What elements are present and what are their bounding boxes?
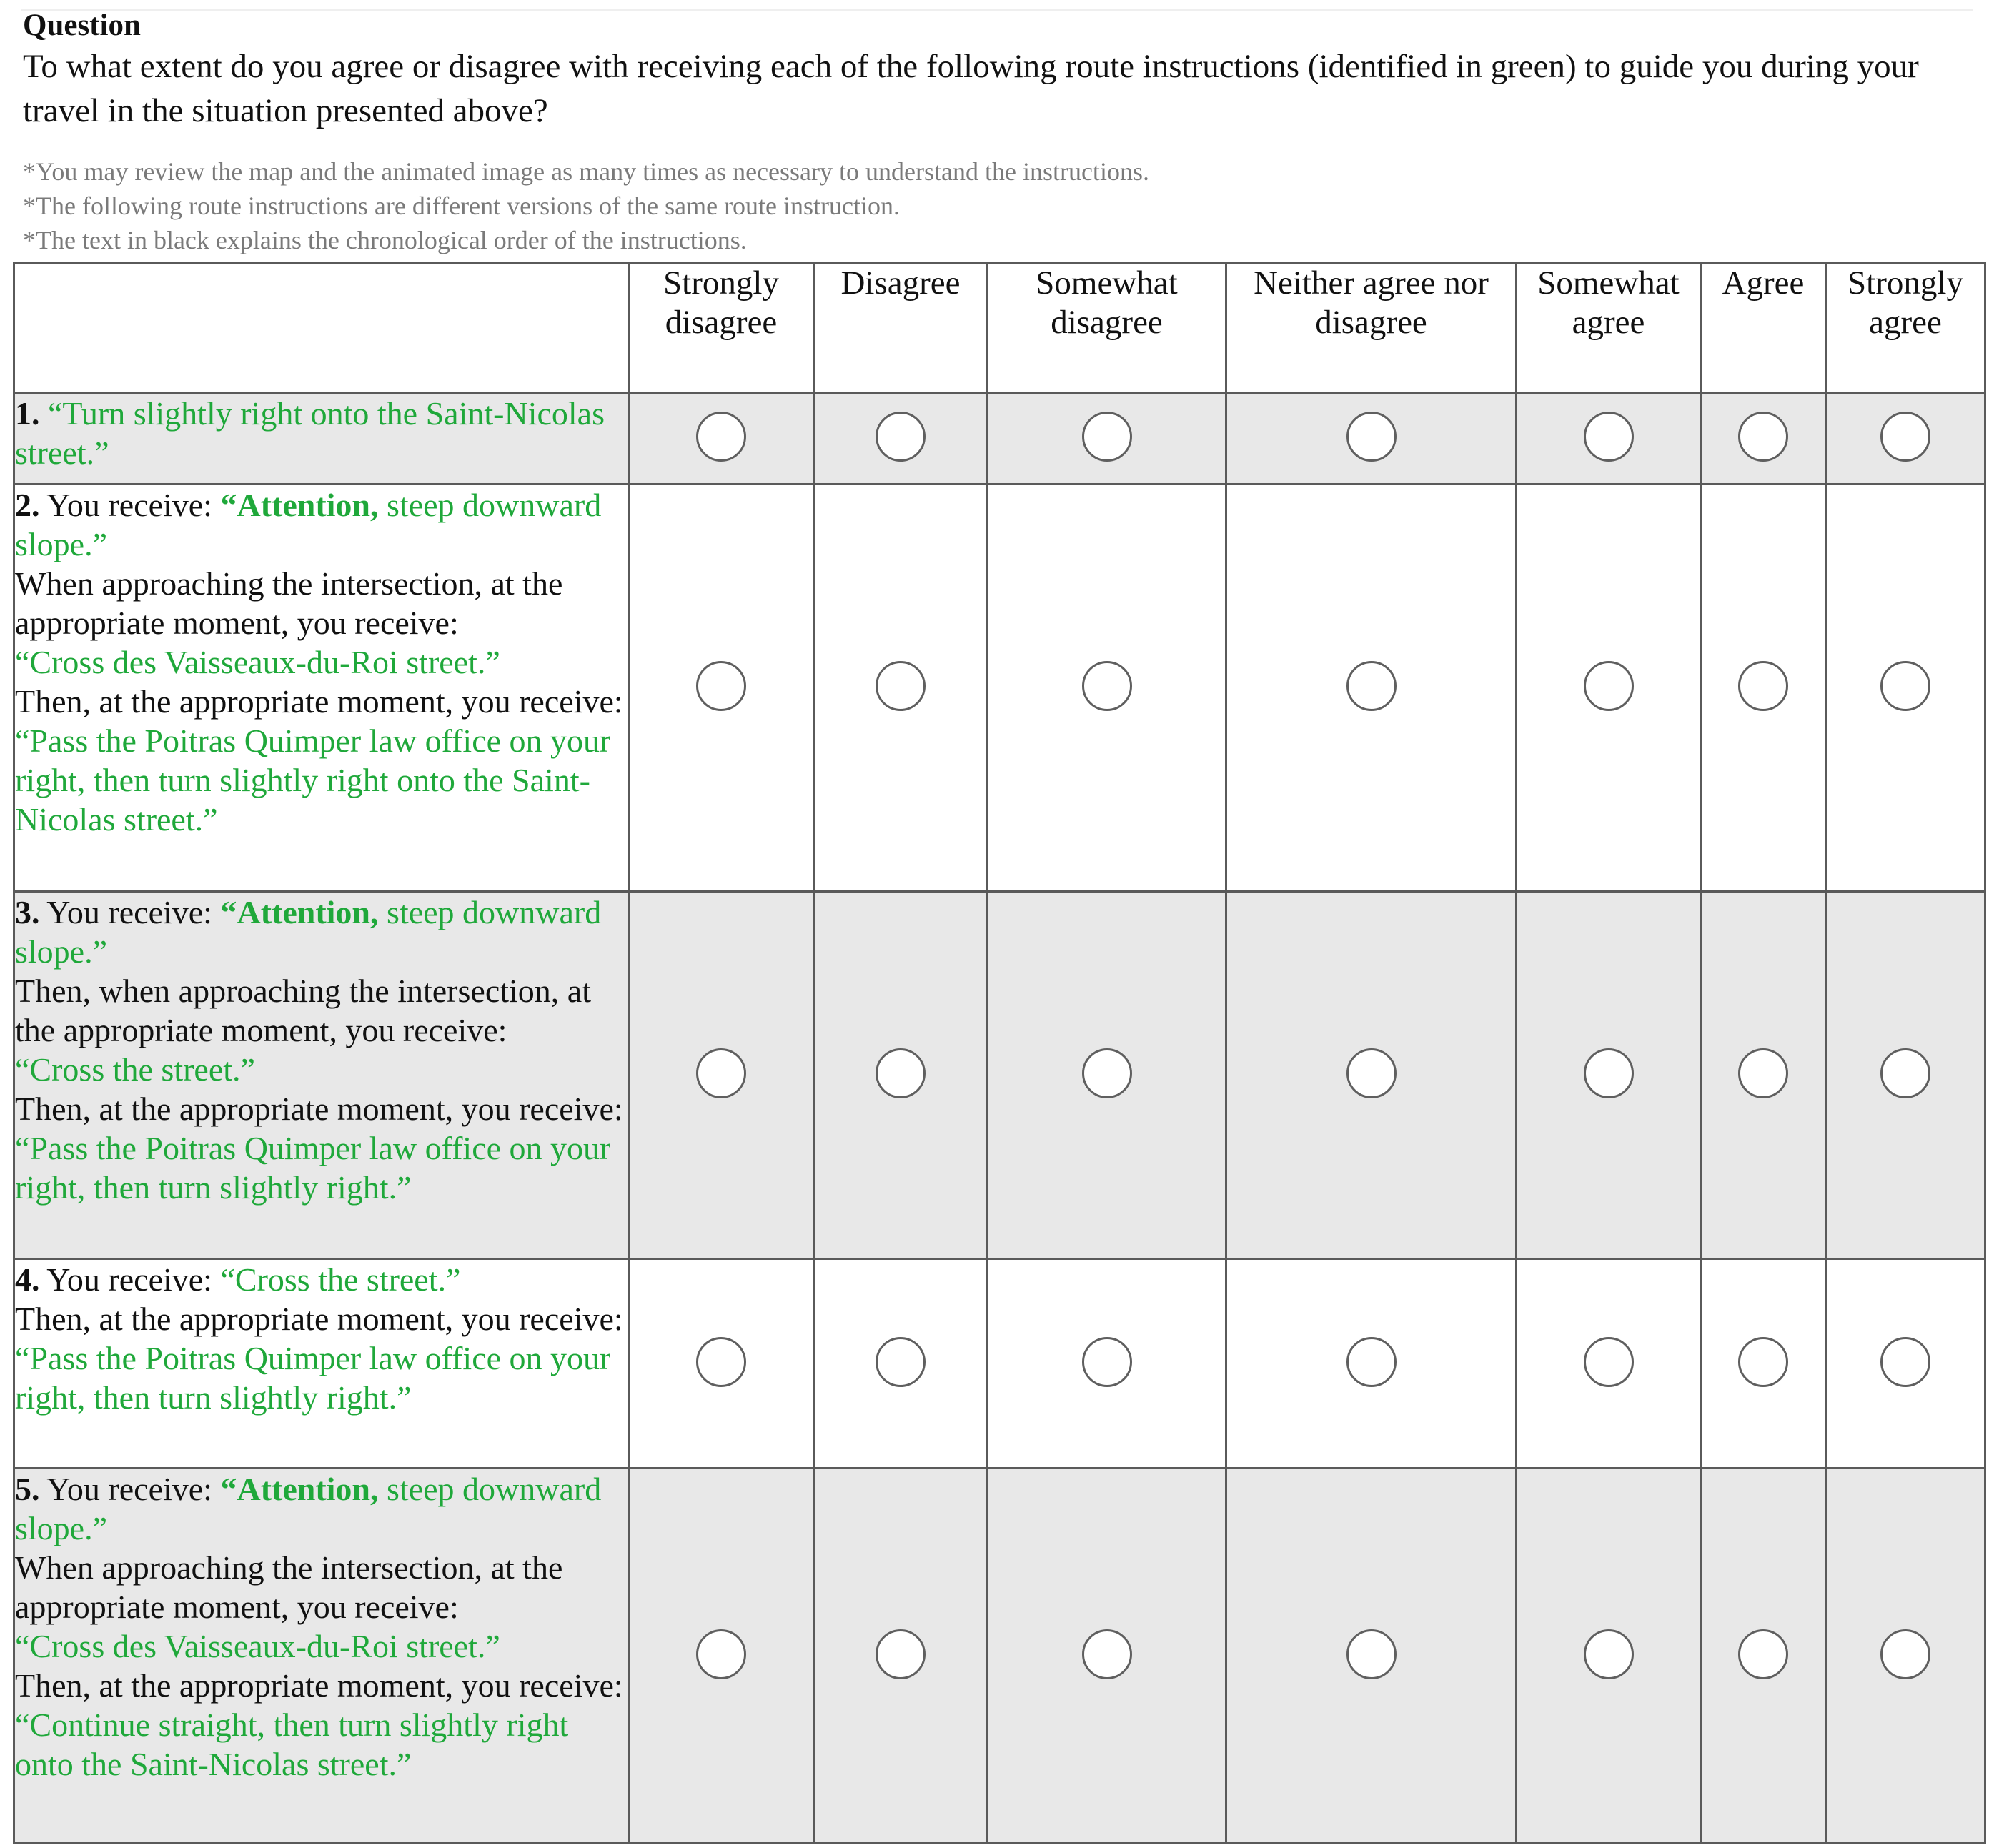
option-cell (1826, 393, 1985, 485)
column-header-line: disagree (1315, 304, 1427, 341)
radio-strongly-agree[interactable] (1880, 1048, 1930, 1098)
option-cell (988, 485, 1226, 892)
item-context-text: You receive: (46, 1261, 221, 1298)
item-instruction-text: steep downward slope.” (15, 894, 602, 970)
radio-disagree[interactable] (876, 1048, 926, 1098)
option-cell (1517, 1469, 1701, 1844)
option-cell (1826, 1469, 1985, 1844)
item-row-5 (14, 1469, 1985, 1844)
item-instruction-text: steep downward slope.” (15, 487, 602, 562)
option-cell (1517, 485, 1701, 892)
option-cell (1701, 393, 1826, 485)
option-cell (1826, 892, 1985, 1259)
item-number: 1. (15, 395, 40, 432)
radio-strongly-disagree[interactable] (696, 1337, 746, 1387)
option-cell (1517, 1259, 1701, 1469)
radio-somewhat-disagree[interactable] (1082, 661, 1132, 711)
option-cell (814, 892, 988, 1259)
option-cell (988, 1469, 1226, 1844)
column-header-line: Disagree (840, 264, 961, 302)
option-cell (1226, 485, 1517, 892)
radio-strongly-disagree[interactable] (696, 661, 746, 711)
item-number: 3. (15, 894, 40, 930)
note-review-map: *You may review the map and the animated image as many times as necessary to understand the instructions. (23, 157, 1149, 186)
option-cell (629, 1259, 814, 1469)
option-cell (629, 393, 814, 485)
option-cell (814, 485, 988, 892)
item-number: 4. (15, 1261, 40, 1298)
radio-somewhat-disagree[interactable] (1082, 1048, 1132, 1098)
radio-somewhat-agree[interactable] (1584, 1337, 1634, 1387)
item-instruction-text: “Attention, (220, 487, 379, 523)
item-text (14, 1469, 629, 1844)
radio-agree[interactable] (1738, 661, 1788, 711)
radio-neither[interactable] (1346, 1048, 1397, 1098)
radio-somewhat-disagree[interactable] (1082, 1629, 1132, 1679)
option-cell (814, 1469, 988, 1844)
item-context-text: You receive: (46, 487, 221, 523)
option-cell (1701, 1469, 1826, 1844)
radio-strongly-agree[interactable] (1880, 661, 1930, 711)
item-instruction-text: “Attention, (220, 894, 379, 930)
option-cell (629, 1469, 814, 1844)
header-corner (14, 263, 629, 393)
radio-agree[interactable] (1738, 1629, 1788, 1679)
option-cell (988, 1259, 1226, 1469)
item-instruction-text: “Pass the Poitras Quimper law office on your right, then turn slightly right onto the Saint-Nicolas street.” (15, 722, 611, 838)
option-cell (1226, 393, 1517, 485)
radio-somewhat-disagree[interactable] (1082, 1337, 1132, 1387)
column-header-line: Agree (1722, 264, 1805, 302)
option-cell (1226, 1259, 1517, 1469)
item-instruction-text: “Cross des Vaisseaux-du-Roi street.” (15, 1628, 500, 1664)
column-header-strongly-disagree (629, 263, 814, 393)
radio-agree[interactable] (1738, 1337, 1788, 1387)
item-context-text: Then, at the appropriate moment, you receive: (15, 1301, 623, 1337)
column-header-agree (1701, 263, 1826, 393)
radio-disagree[interactable] (876, 412, 926, 462)
item-context-text: You receive: (46, 1471, 221, 1507)
item-row-3 (14, 892, 1985, 1259)
item-context-text: Then, at the appropriate moment, you receive: (15, 1667, 623, 1704)
item-instruction-text: “Turn slightly right onto the Saint-Nicolas street.” (15, 395, 605, 471)
column-header-strongly-agree (1826, 263, 1985, 393)
option-cell (1226, 1469, 1517, 1844)
radio-neither[interactable] (1346, 1629, 1397, 1679)
item-instruction-text: “Continue straight, then turn slightly right onto the Saint-Nicolas street.” (15, 1707, 569, 1782)
option-cell (1517, 393, 1701, 485)
radio-somewhat-disagree[interactable] (1082, 412, 1132, 462)
item-row-2 (14, 485, 1985, 892)
radio-strongly-disagree[interactable] (696, 412, 746, 462)
column-header-line: Somewhat (1537, 264, 1680, 302)
item-context-text: Then, when approaching the intersection, at the appropriate moment, you receive: (15, 973, 591, 1048)
radio-agree[interactable] (1738, 412, 1788, 462)
item-instruction-text: “Attention, (220, 1471, 379, 1507)
option-cell (1517, 892, 1701, 1259)
radio-strongly-agree[interactable] (1880, 1337, 1930, 1387)
option-cell (1701, 485, 1826, 892)
radio-neither[interactable] (1346, 412, 1397, 462)
item-context-text: You receive: (46, 894, 221, 930)
column-header-line: Strongly (1847, 264, 1963, 302)
radio-disagree[interactable] (876, 1337, 926, 1387)
option-cell (988, 393, 1226, 485)
item-context-text: When approaching the intersection, at the appropriate moment, you receive: (15, 1549, 563, 1625)
option-cell (629, 892, 814, 1259)
radio-disagree[interactable] (876, 661, 926, 711)
radio-strongly-agree[interactable] (1880, 1629, 1930, 1679)
column-header-line: Somewhat (1036, 264, 1178, 302)
column-header-line: disagree (1051, 304, 1163, 341)
column-header-neither (1226, 263, 1517, 393)
item-instruction-text: “Cross the street.” (220, 1261, 461, 1298)
option-cell (814, 393, 988, 485)
column-header-somewhat-agree (1517, 263, 1701, 393)
item-text (14, 485, 629, 892)
column-header-line: agree (1869, 304, 1942, 341)
item-instruction-text: steep downward slope.” (15, 1471, 602, 1546)
column-header-line: Strongly (663, 264, 779, 302)
column-header-line: agree (1572, 304, 1645, 341)
option-cell (1826, 485, 1985, 892)
note-versions: *The following route instructions are different versions of the same route instruction. (23, 192, 901, 220)
radio-somewhat-agree[interactable] (1584, 1048, 1634, 1098)
top-divider (21, 9, 1973, 11)
column-header-somewhat-disagree (988, 263, 1226, 393)
item-instruction-text: “Cross des Vaisseaux-du-Roi street.” (15, 644, 500, 680)
radio-somewhat-agree[interactable] (1584, 1629, 1634, 1679)
radio-agree[interactable] (1738, 1048, 1788, 1098)
option-cell (988, 892, 1226, 1259)
radio-somewhat-agree[interactable] (1584, 661, 1634, 711)
option-cell (814, 1259, 988, 1469)
item-text (14, 892, 629, 1259)
column-header-line: disagree (665, 304, 778, 341)
item-text (14, 1259, 629, 1469)
item-instruction-text: “Pass the Poitras Quimper law office on your right, then turn slightly right.” (15, 1130, 611, 1206)
item-text (14, 393, 629, 485)
option-cell (1701, 1259, 1826, 1469)
radio-neither[interactable] (1346, 661, 1397, 711)
item-instruction-text: “Cross the street.” (15, 1051, 255, 1088)
item-instruction-text: “Pass the Poitras Quimper law office on your right, then turn slightly right.” (15, 1340, 611, 1416)
likert-matrix (13, 262, 1986, 1844)
item-number: 5. (15, 1471, 40, 1507)
item-context-text: Then, at the appropriate moment, you receive: (15, 683, 623, 720)
radio-strongly-agree[interactable] (1880, 412, 1930, 462)
item-context-text: Then, at the appropriate moment, you receive: (15, 1091, 623, 1127)
option-cell (1826, 1259, 1985, 1469)
radio-strongly-disagree[interactable] (696, 1629, 746, 1679)
item-context-text: When approaching the intersection, at the appropriate moment, you receive: (15, 565, 563, 641)
option-cell (629, 485, 814, 892)
item-row-4 (14, 1259, 1985, 1469)
option-cell (1701, 892, 1826, 1259)
question-label: Question (23, 9, 141, 42)
radio-disagree[interactable] (876, 1629, 926, 1679)
radio-neither[interactable] (1346, 1337, 1397, 1387)
column-header-disagree (814, 263, 988, 393)
column-header-line: Neither agree nor (1254, 264, 1489, 302)
radio-strongly-disagree[interactable] (696, 1048, 746, 1098)
item-number: 2. (15, 487, 40, 523)
item-row-1 (14, 393, 1985, 485)
radio-somewhat-agree[interactable] (1584, 412, 1634, 462)
note-black-text: *The text in black explains the chronological order of the instructions. (23, 226, 747, 254)
question-text: To what extent do you agree or disagree with receiving each of the following route instructions (identified in green) to guide you during your travel in the situation presented above? (23, 48, 1919, 129)
option-cell (1226, 892, 1517, 1259)
header-row (14, 263, 1985, 393)
question-notes (23, 154, 1149, 257)
